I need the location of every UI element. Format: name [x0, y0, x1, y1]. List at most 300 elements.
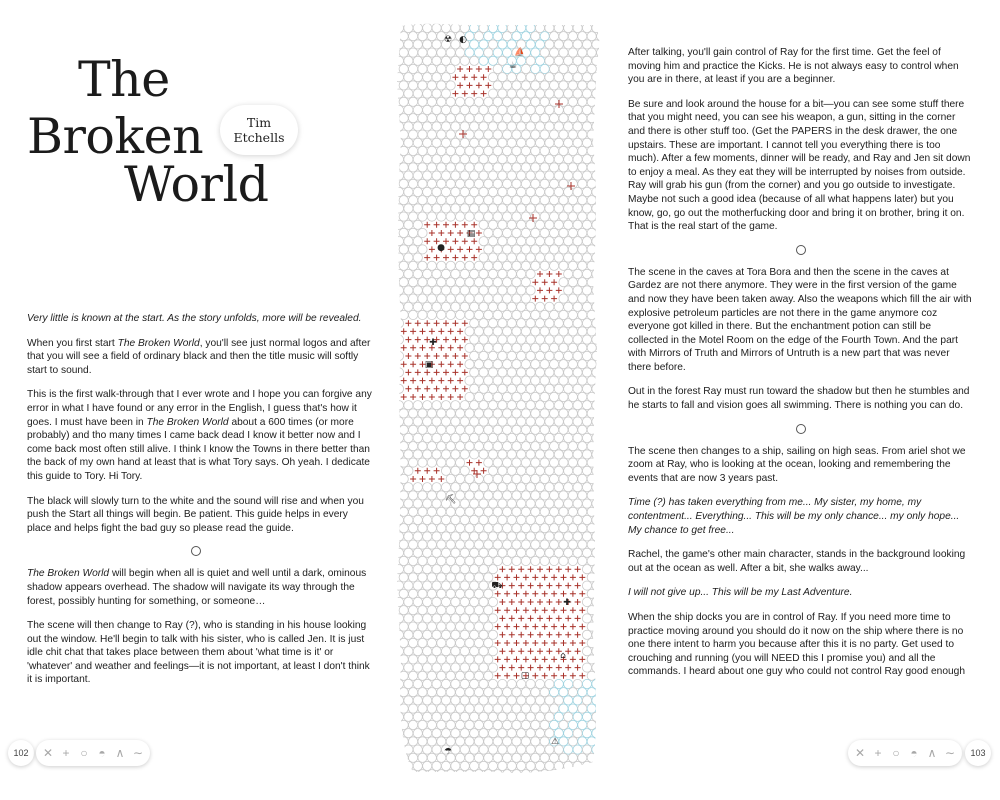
map-cell [451, 597, 460, 606]
map-cell [479, 368, 488, 377]
map-cell [564, 499, 573, 508]
map-cell [597, 589, 604, 598]
map-cell [531, 130, 540, 139]
map-cell [498, 417, 507, 426]
map-cell [432, 433, 441, 442]
map-cell [399, 32, 408, 41]
map-cell [592, 532, 601, 541]
map-cell [564, 319, 573, 328]
map-cell [474, 474, 483, 483]
map-cell [592, 138, 601, 147]
territory-cross [495, 574, 501, 580]
territory-cross [575, 648, 581, 654]
map-cell [601, 253, 603, 262]
map-cell [582, 565, 591, 574]
territory-cross [424, 386, 430, 392]
territory-cross [462, 353, 468, 359]
map-cell [484, 360, 493, 369]
map-cell [503, 442, 512, 451]
map-cell [601, 663, 603, 672]
map-cell [470, 56, 479, 65]
map-cell [409, 458, 418, 467]
map-cell [498, 745, 507, 754]
map-cell [507, 138, 516, 147]
map-cell [564, 433, 573, 442]
map-cell [456, 622, 465, 631]
map-cell [432, 23, 441, 32]
map-cell [545, 319, 554, 328]
map-cell [582, 155, 591, 164]
map-cell [446, 294, 455, 303]
map-cell [441, 286, 450, 295]
map-cell [601, 73, 603, 82]
map-cell [404, 253, 413, 262]
map-cell [484, 720, 493, 729]
map-cell [564, 384, 573, 393]
map-cell [441, 630, 450, 639]
map-cell [564, 417, 573, 426]
map-cell [460, 679, 469, 688]
map-cell [418, 655, 427, 664]
map-cell [474, 409, 483, 418]
map-cell [394, 679, 403, 688]
map-cell [394, 286, 403, 295]
water-cell [470, 23, 479, 32]
territory-cross [523, 640, 529, 646]
map-cell [488, 696, 497, 705]
map-cell [427, 589, 436, 598]
map-cell [451, 679, 460, 688]
map-cell [503, 343, 512, 352]
map-cell [545, 237, 554, 246]
territory-cross [551, 296, 557, 302]
author-last-name: Etchells [233, 130, 285, 145]
map-cell [597, 97, 604, 106]
map-cell [559, 97, 568, 106]
map-cell [399, 81, 408, 90]
territory-cross [457, 394, 463, 400]
map-cell [578, 442, 587, 451]
map-cell [484, 212, 493, 221]
map-cell [488, 548, 497, 557]
map-cell [474, 524, 483, 533]
map-cell [521, 212, 530, 221]
map-cell [526, 171, 535, 180]
map-cell [418, 64, 427, 73]
map-cell [394, 761, 403, 770]
map-cell [418, 261, 427, 270]
water-cell [526, 40, 535, 49]
map-cell [488, 384, 497, 393]
map-cell [418, 294, 427, 303]
map-cell [413, 237, 422, 246]
map-cell [474, 720, 483, 729]
water-cell [465, 48, 474, 57]
map-cell [493, 228, 502, 237]
map-cell [531, 688, 540, 697]
author-badge [220, 105, 298, 155]
map-cell [470, 696, 479, 705]
map-cell [521, 179, 530, 188]
map-cell [592, 597, 601, 606]
map-cell [517, 384, 526, 393]
map-cell [465, 114, 474, 123]
map-cell [432, 663, 441, 672]
water-cell [587, 704, 596, 713]
map-cell [404, 302, 413, 311]
territory-cross [457, 328, 463, 334]
map-cell [517, 286, 526, 295]
map-cell [413, 630, 422, 639]
map-cell [582, 614, 591, 623]
map-cell [582, 286, 591, 295]
map-cell [535, 433, 544, 442]
map-cell [446, 179, 455, 188]
map-cell [413, 450, 422, 459]
map-cell [484, 163, 493, 172]
map-cell [582, 351, 591, 360]
map-cell [432, 515, 441, 524]
map-cell [441, 105, 450, 114]
map-cell [582, 253, 591, 262]
map-cell [573, 73, 582, 82]
map-cell [601, 417, 603, 426]
map-cell [512, 474, 521, 483]
territory-cross [509, 665, 515, 671]
map-cell [488, 729, 497, 738]
map-cell [582, 548, 591, 557]
map-cell [564, 466, 573, 475]
map-cell [470, 286, 479, 295]
map-cell [404, 269, 413, 278]
map-cell [484, 474, 493, 483]
map-cell [474, 310, 483, 319]
territory-cross [429, 328, 435, 334]
territory-cross [504, 591, 510, 597]
map-cell [540, 327, 549, 336]
territory-cross [532, 673, 538, 679]
map-cell [474, 196, 483, 205]
map-cell [456, 573, 465, 582]
map-cell [456, 146, 465, 155]
map-cell [437, 655, 446, 664]
map-cell [517, 253, 526, 262]
map-cell [573, 105, 582, 114]
map-cell [531, 310, 540, 319]
map-cell [418, 638, 427, 647]
territory-cross [575, 599, 581, 605]
map-cell [582, 73, 591, 82]
map-cell [423, 548, 432, 557]
water-cell [554, 712, 563, 721]
territory-cross [532, 279, 538, 285]
map-cell [545, 417, 554, 426]
map-cell [587, 573, 596, 582]
map-cell [465, 196, 474, 205]
map-cell [592, 302, 601, 311]
map-cell [517, 302, 526, 311]
map-cell [503, 196, 512, 205]
territory-cross [410, 361, 416, 367]
map-cell [503, 425, 512, 434]
map-cell [413, 187, 422, 196]
map-cell [484, 442, 493, 451]
map-cell [521, 770, 530, 776]
map-cell [554, 351, 563, 360]
map-cell [432, 56, 441, 65]
map-cell [559, 179, 568, 188]
map-cell [427, 32, 436, 41]
territory-cross [438, 345, 444, 351]
map-cell [498, 155, 507, 164]
map-cell [512, 97, 521, 106]
map-cell [470, 384, 479, 393]
territory-cross [542, 574, 548, 580]
map-cell [456, 196, 465, 205]
map-cell [474, 392, 483, 401]
map-cell [587, 114, 596, 123]
map-cell [550, 327, 559, 336]
map-cell [531, 524, 540, 533]
map-cell [409, 48, 418, 57]
map-cell [432, 138, 441, 147]
territory-cross [532, 640, 538, 646]
map-cell [456, 606, 465, 615]
map-cell [526, 253, 535, 262]
map-cell [394, 335, 403, 344]
map-cell [470, 630, 479, 639]
map-cell [587, 655, 596, 664]
map-cell [578, 753, 587, 762]
water-cell [592, 729, 601, 738]
map-cell [456, 589, 465, 598]
map-cell [568, 507, 577, 516]
map-cell [587, 589, 596, 598]
map-cell [564, 73, 573, 82]
map-cell [399, 294, 408, 303]
map-cell [526, 122, 535, 131]
map-cell [465, 556, 474, 565]
map-cell [465, 261, 474, 270]
map-cell [399, 163, 408, 172]
territory-cross [448, 246, 454, 252]
territory-cross [401, 328, 407, 334]
map-cell [493, 294, 502, 303]
territory-cross [452, 74, 458, 80]
map-cell [394, 384, 403, 393]
map-cell [507, 679, 516, 688]
map-cell [423, 597, 432, 606]
map-cell [512, 278, 521, 287]
map-cell [437, 114, 446, 123]
map-cell [479, 745, 488, 754]
map-cell [550, 97, 559, 106]
map-cell [474, 32, 483, 41]
map-cell [399, 622, 408, 631]
map-cell [470, 729, 479, 738]
map-cell [592, 466, 601, 475]
map-cell [578, 491, 587, 500]
map-cell [587, 294, 596, 303]
italic-quote: Time (?) has taken everything from me... My sister, my home, my contentment... Everything... This will be my only chance... my only hope... My chance to get free... [628, 497, 960, 536]
map-cell [484, 671, 493, 680]
map-cell [423, 187, 432, 196]
map-cell [521, 524, 530, 533]
map-cell [545, 122, 554, 131]
map-cell [498, 56, 507, 65]
map-cell [545, 548, 554, 557]
map-cell [507, 401, 516, 410]
map-cell [493, 343, 502, 352]
map-cell [597, 671, 604, 680]
map-cell [550, 179, 559, 188]
map-cell [451, 630, 460, 639]
map-cell [578, 48, 587, 57]
water-cell [568, 704, 577, 713]
territory-cross [443, 337, 449, 343]
map-cell [550, 196, 559, 205]
map-cell [573, 204, 582, 213]
map-cell [521, 474, 530, 483]
map-cell [479, 532, 488, 541]
map-cell [507, 729, 516, 738]
territory-cross [462, 320, 468, 326]
map-cell [465, 770, 474, 776]
map-cell [451, 532, 460, 541]
map-cell [578, 261, 587, 270]
map-cell [535, 253, 544, 262]
map-cell [484, 294, 493, 303]
map-cell [498, 187, 507, 196]
map-cell [587, 278, 596, 287]
map-cell [507, 351, 516, 360]
territory-cross [561, 607, 567, 613]
map-cell [526, 466, 535, 475]
map-cell [399, 720, 408, 729]
territory-cross [434, 369, 440, 375]
map-cell [573, 269, 582, 278]
map-cell [578, 507, 587, 516]
map-cell [545, 155, 554, 164]
map-cell [427, 655, 436, 664]
map-cell [559, 507, 568, 516]
map-cell [526, 532, 535, 541]
map-cell [526, 73, 535, 82]
territory-cross [551, 591, 557, 597]
map-cell [573, 548, 582, 557]
map-cell [404, 729, 413, 738]
map-cell [559, 114, 568, 123]
map-cell [507, 417, 516, 426]
territory-cross [556, 599, 562, 605]
territory-cross [462, 255, 468, 261]
map-cell [597, 196, 604, 205]
map-cell [507, 286, 516, 295]
territory-cross [551, 624, 557, 630]
map-cell [427, 294, 436, 303]
map-cell [470, 155, 479, 164]
territory-cross [443, 353, 449, 359]
territory-cross [452, 255, 458, 261]
map-cell [526, 761, 535, 770]
map-cell [559, 474, 568, 483]
territory-cross [561, 640, 567, 646]
paragraph: The scene then changes to a ship, sailing on high seas. From ariel shot we zoom at Ray, who is looking at the ocean, looking and remembering the events that are now 3 years past. [628, 445, 966, 484]
map-cell [427, 310, 436, 319]
circle-icon: ○ [80, 746, 88, 760]
water-cell [554, 679, 563, 688]
map-cell [601, 532, 603, 541]
territory-cross [518, 632, 524, 638]
map-cell [423, 761, 432, 770]
territory-cross [551, 279, 557, 285]
map-cell [564, 532, 573, 541]
map-cell [545, 73, 554, 82]
map-cell [456, 655, 465, 664]
map-cell [550, 114, 559, 123]
territory-cross [467, 82, 473, 88]
territory-cross [401, 378, 407, 384]
map-cell [451, 155, 460, 164]
map-cell [409, 294, 418, 303]
map-cell [409, 425, 418, 434]
map-cell [418, 81, 427, 90]
map-cell [465, 425, 474, 434]
paragraph: The Broken World will begin when all is quiet and well until a dark, ominous shadow appears overhead. The shadow will navigate its way through the forest, possibly hunting for something, or someone… [27, 568, 367, 607]
water-cell [540, 64, 549, 73]
map-cell [498, 532, 507, 541]
territory-cross [452, 337, 458, 343]
map-cell [479, 269, 488, 278]
map-cell [484, 753, 493, 762]
map-cell [427, 622, 436, 631]
map-cell [432, 450, 441, 459]
map-cell [578, 212, 587, 221]
map-cell [498, 138, 507, 147]
map-cell [470, 581, 479, 590]
map-cell [559, 425, 568, 434]
paragraph: Be sure and look around the house for a bit—you can see some stuff there that you might need, you can see his weapon, a gun, sitting in the corner and there is other stuff too. (Get the PAPERS in the desk drawer, the one upstairs. These are important. I cannot tell you everything there is too much). After a few moments, dinner will be ready, and Ray and Jen sit down to enjoy a meal. As they eat they will be interrupted by noises from outside. Ray will grab his gun (from the corner) and you go outside to investigate. Maybe not such a good idea (because of all what happens later) but you know, go, go out the motherfucking door and bring it on brother, bring it on. That is the real start of the game. [628, 98, 971, 233]
map-cell [474, 360, 483, 369]
map-cell [437, 671, 446, 680]
map-cell [493, 753, 502, 762]
map-cell [592, 614, 601, 623]
map-cell [517, 155, 526, 164]
map-cell [564, 89, 573, 98]
territory-cross [518, 599, 524, 605]
territory-cross [528, 583, 534, 589]
map-cell [597, 704, 604, 713]
map-cell [601, 647, 603, 656]
map-cell [451, 187, 460, 196]
map-cell [427, 491, 436, 500]
map-cell [479, 105, 488, 114]
map-cell [409, 524, 418, 533]
map-cell [404, 138, 413, 147]
map-cell [521, 458, 530, 467]
warning-icon: ⚠ [550, 737, 560, 747]
map-cell [531, 376, 540, 385]
territory-cross [499, 665, 505, 671]
territory-cross [561, 673, 567, 679]
territory-cross [542, 279, 548, 285]
map-cell [394, 138, 403, 147]
map-cell [503, 212, 512, 221]
map-cell [479, 401, 488, 410]
map-cell [526, 204, 535, 213]
map-cell [545, 204, 554, 213]
map-cell [601, 761, 603, 770]
